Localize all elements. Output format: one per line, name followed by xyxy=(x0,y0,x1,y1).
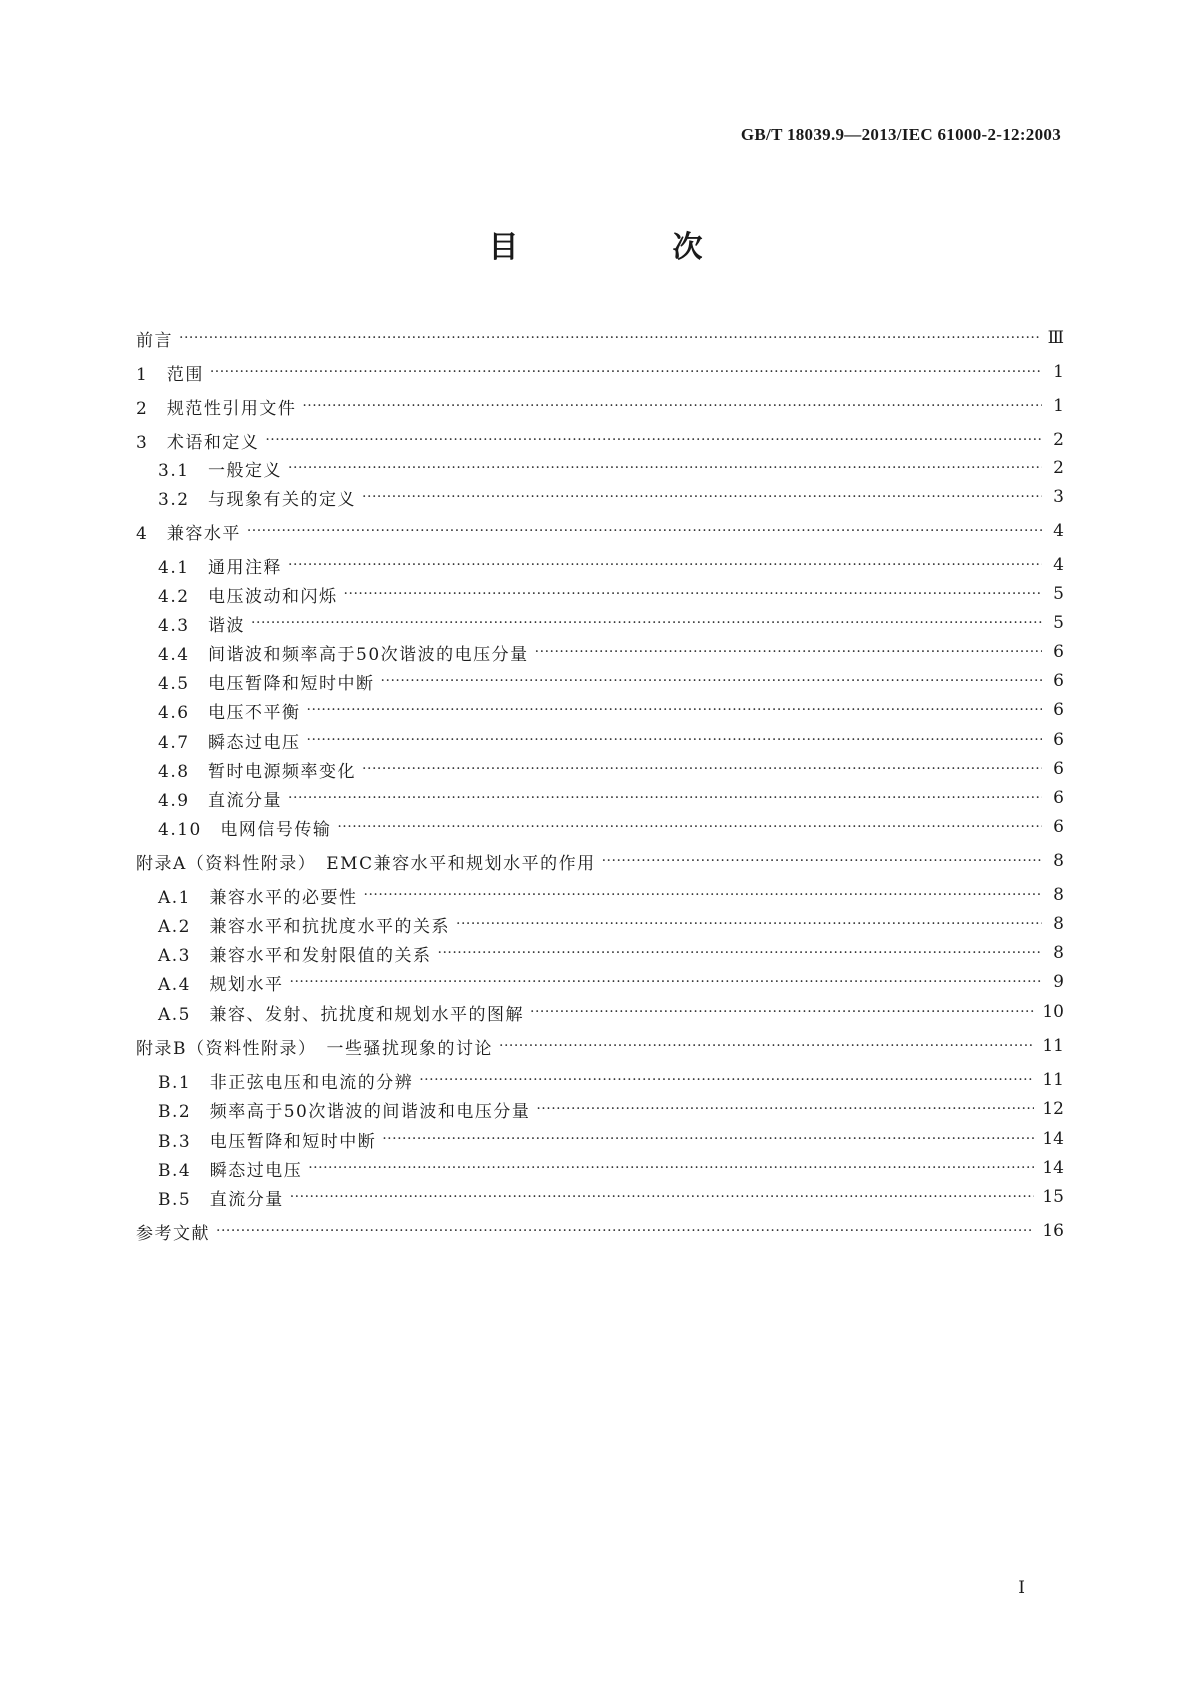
toc-entry-label: 附录A（资料性附录） EMC兼容水平和规划水平的作用 xyxy=(136,853,596,874)
toc-entry-label: A.5 兼容、发射、抗扰度和规划水平的图解 xyxy=(158,1004,524,1025)
toc-leader-dots xyxy=(536,1096,1034,1122)
toc-entry-label: B.3 电压暂降和短时中断 xyxy=(158,1131,377,1152)
toc-entry[interactable] xyxy=(158,785,1064,811)
toc-entry-page: 6 xyxy=(1053,759,1064,779)
toc-entry-page: 8 xyxy=(1053,851,1064,871)
toc-entry[interactable] xyxy=(136,427,1064,453)
toc-entry-page: 2 xyxy=(1053,430,1064,450)
toc-entry-label: A.3 兼容水平和发射限值的关系 xyxy=(158,945,432,966)
toc-entry-label: 3.1 一般定义 xyxy=(158,460,283,481)
toc-entry-page: 6 xyxy=(1053,730,1064,750)
toc-entry-label: 4.5 电压暂降和短时中断 xyxy=(158,673,375,694)
toc-leader-dots xyxy=(364,882,1043,908)
toc-entry-label: 4.1 通用注释 xyxy=(158,557,283,578)
toc-entry-page: 8 xyxy=(1053,885,1064,905)
toc-leader-dots xyxy=(438,940,1043,966)
toc-entry[interactable] xyxy=(158,882,1064,908)
toc-leader-dots xyxy=(210,359,1042,385)
toc-leader-dots xyxy=(290,969,1043,995)
toc-entry-label: 4.7 瞬态过电压 xyxy=(158,732,301,753)
toc-entry[interactable] xyxy=(158,484,1064,510)
toc-entry-label: A.4 规划水平 xyxy=(158,974,284,995)
toc-entry-label: A.1 兼容水平的必要性 xyxy=(158,887,358,908)
toc-entry-label: 4.2 电压波动和闪烁 xyxy=(158,586,338,607)
toc-entry-label: 4.6 电压不平衡 xyxy=(158,702,301,723)
toc-leader-dots xyxy=(288,552,1042,578)
toc-entry[interactable] xyxy=(158,552,1064,578)
toc-entry[interactable] xyxy=(158,668,1064,694)
toc-entry-page: 1 xyxy=(1053,396,1064,416)
toc-entry[interactable] xyxy=(158,1126,1064,1152)
toc-entry-label: B.4 瞬态过电压 xyxy=(158,1160,303,1181)
toc-entry[interactable] xyxy=(158,1067,1064,1093)
toc-entry-page: 8 xyxy=(1053,943,1064,963)
toc-leader-dots xyxy=(602,848,1042,874)
toc-entry[interactable] xyxy=(158,727,1064,753)
toc-entry-page: 3 xyxy=(1053,487,1064,507)
toc-entry-label: 2 规范性引用文件 xyxy=(136,398,297,419)
toc-leader-dots xyxy=(307,697,1042,723)
toc-entry[interactable] xyxy=(136,518,1064,544)
toc-entry-page: Ⅲ xyxy=(1047,328,1064,348)
toc-entry[interactable] xyxy=(158,1184,1064,1210)
toc-entry[interactable] xyxy=(136,359,1064,385)
toc-entry-label: 4.10 电网信号传输 xyxy=(158,819,332,840)
toc-entry-page: 16 xyxy=(1042,1221,1064,1241)
toc-entry[interactable] xyxy=(136,393,1064,419)
toc-entry-page: 9 xyxy=(1053,972,1064,992)
toc-entry-label: B.2 频率高于50次谐波的间谐波和电压分量 xyxy=(158,1101,531,1122)
toc-entry-label: 4.3 谐波 xyxy=(158,615,246,636)
toc-entry[interactable] xyxy=(158,911,1064,937)
toc-entry[interactable] xyxy=(158,639,1064,665)
toc-leader-dots xyxy=(344,581,1042,607)
toc-leader-dots xyxy=(381,668,1042,694)
toc-entry[interactable] xyxy=(136,1033,1064,1059)
toc-entry[interactable] xyxy=(158,756,1064,782)
toc-leader-dots xyxy=(265,427,1042,453)
toc-entry[interactable] xyxy=(158,969,1064,995)
toc-entry[interactable] xyxy=(136,1218,1064,1244)
toc-entry-page: 14 xyxy=(1042,1129,1064,1149)
toc-entry-page: 10 xyxy=(1042,1002,1064,1022)
toc-leader-dots xyxy=(288,785,1042,811)
toc-leader-dots xyxy=(530,999,1034,1025)
toc-entry[interactable] xyxy=(158,581,1064,607)
toc-entry-label: 附录B（资料性附录） 一些骚扰现象的讨论 xyxy=(136,1038,493,1059)
toc-leader-dots xyxy=(288,455,1042,481)
toc-entry[interactable] xyxy=(158,697,1064,723)
toc-leader-dots xyxy=(499,1033,1034,1059)
toc-leader-dots xyxy=(179,325,1040,351)
toc-entry-label: 4.4 间谐波和频率高于50次谐波的电压分量 xyxy=(158,644,529,665)
toc-entry-page: 12 xyxy=(1042,1099,1064,1119)
toc-entry[interactable] xyxy=(136,848,1064,874)
toc-entry[interactable] xyxy=(158,1096,1064,1122)
toc-entry-page: 2 xyxy=(1053,458,1064,478)
toc-entry-page: 11 xyxy=(1042,1036,1064,1056)
toc-leader-dots xyxy=(456,911,1042,937)
toc-entry-page: 6 xyxy=(1053,642,1064,662)
toc-entry-label: 前言 xyxy=(136,330,173,351)
toc-entry-page: 8 xyxy=(1053,914,1064,934)
toc-entry-page: 6 xyxy=(1053,700,1064,720)
page-number: I xyxy=(1018,1578,1025,1598)
toc-leader-dots xyxy=(307,727,1042,753)
toc-entry-page: 4 xyxy=(1053,521,1064,541)
toc-entry-page: 1 xyxy=(1053,362,1064,382)
toc-entry-label: 4.8 暂时电源频率变化 xyxy=(158,761,357,782)
toc-leader-dots xyxy=(382,1126,1034,1152)
toc-entry[interactable] xyxy=(136,325,1064,351)
toc-entry[interactable] xyxy=(158,455,1064,481)
toc-leader-dots xyxy=(337,814,1042,840)
toc-entry-page: 14 xyxy=(1042,1158,1064,1178)
toc-entry-label: 参考文献 xyxy=(136,1223,210,1244)
toc-entry-label: B.1 非正弦电压和电流的分辨 xyxy=(158,1072,414,1093)
toc-entry-page: 6 xyxy=(1053,817,1064,837)
toc-entry-page: 6 xyxy=(1053,788,1064,808)
toc-entry[interactable] xyxy=(158,999,1064,1025)
toc-entry-label: 3 术语和定义 xyxy=(136,432,260,453)
toc-leader-dots xyxy=(362,756,1042,782)
standard-code: GB/T 18039.9—2013/IEC 61000-2-12:2003 xyxy=(740,125,1061,144)
toc-entry[interactable] xyxy=(158,814,1064,840)
toc-entry-page: 15 xyxy=(1042,1187,1064,1207)
toc-entry-label: 1 范围 xyxy=(136,364,204,385)
toc-entry-page: 4 xyxy=(1053,555,1064,575)
toc-leader-dots xyxy=(362,484,1042,510)
toc-entry-label: 3.2 与现象有关的定义 xyxy=(158,489,357,510)
toc-leader-dots xyxy=(308,1155,1034,1181)
toc-leader-dots xyxy=(216,1218,1034,1244)
toc-leader-dots xyxy=(419,1067,1034,1093)
toc-leader-dots xyxy=(247,518,1042,544)
toc-leader-dots xyxy=(290,1184,1035,1210)
toc-leader-dots xyxy=(251,610,1042,636)
page-title: 目 次 xyxy=(488,230,765,265)
toc-entry-label: 4 兼容水平 xyxy=(136,523,241,544)
toc-entry-label: 4.9 直流分量 xyxy=(158,790,283,811)
toc-entry-page: 11 xyxy=(1042,1070,1064,1090)
toc-entry[interactable] xyxy=(158,610,1064,636)
toc-entry-page: 6 xyxy=(1053,671,1064,691)
toc-entry-page: 5 xyxy=(1053,613,1064,633)
toc-leader-dots xyxy=(302,393,1042,419)
toc-entry[interactable] xyxy=(158,940,1064,966)
toc-entry-page: 5 xyxy=(1053,584,1064,604)
toc-entry-label: B.5 直流分量 xyxy=(158,1189,284,1210)
toc-entry[interactable] xyxy=(158,1155,1064,1181)
toc-leader-dots xyxy=(535,639,1042,665)
toc-entry-label: A.2 兼容水平和抗扰度水平的关系 xyxy=(158,916,450,937)
